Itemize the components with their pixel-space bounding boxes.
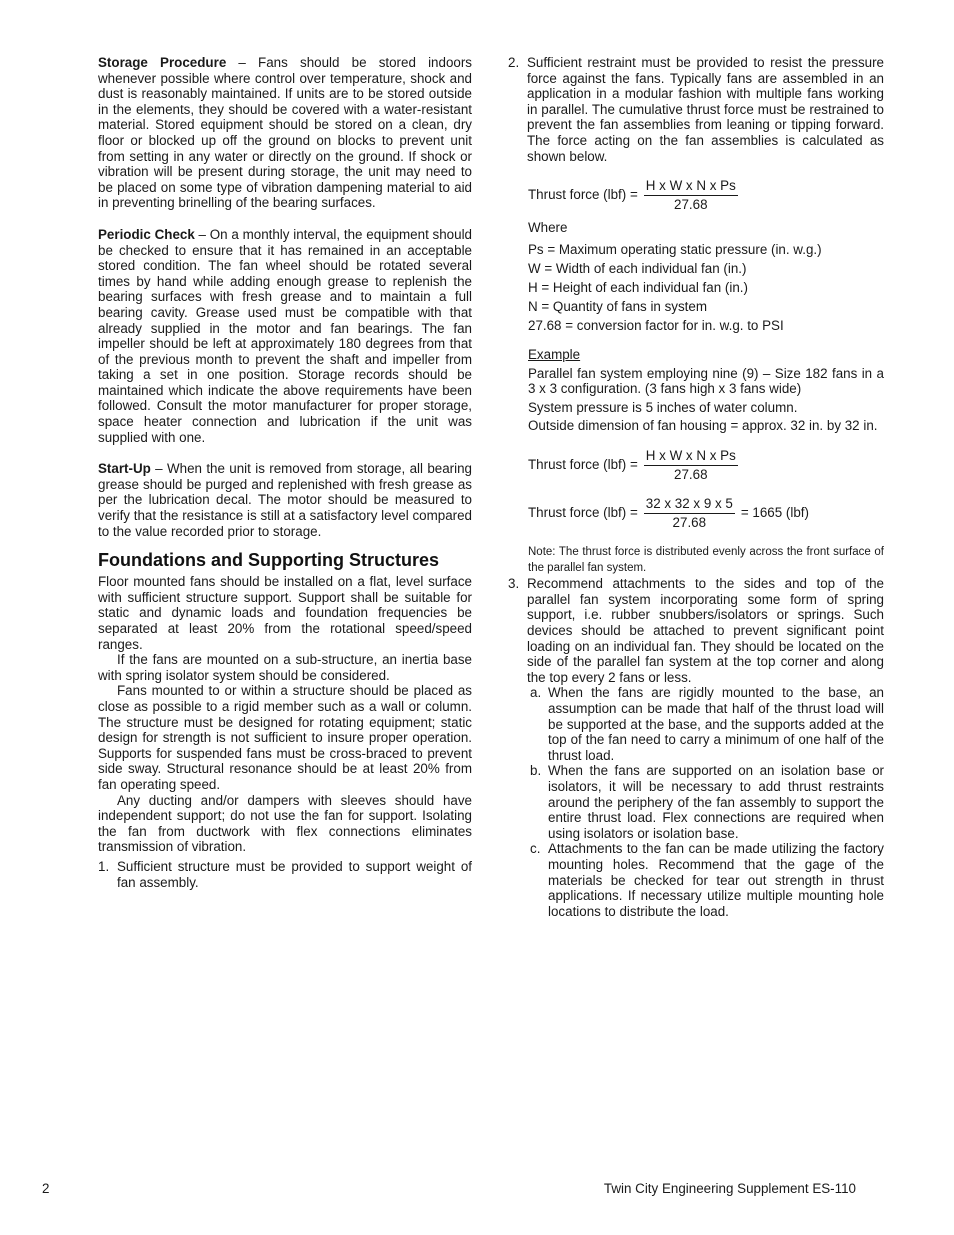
list-item-number: 1. xyxy=(98,858,110,874)
sub-list-letter: c. xyxy=(530,841,541,857)
thrust-note: Note: The thrust force is distributed evenly across the front surface of the parallel fan system. xyxy=(528,546,884,575)
list-item xyxy=(98,859,472,890)
requirements-list-continued-2 xyxy=(508,576,884,685)
where-label: Where xyxy=(528,220,568,236)
foundations-paragraph-2: If the fans are mounted on a sub-structure, an inertia base with spring isolator system should be considered. xyxy=(98,652,472,683)
formula-fraction xyxy=(644,496,735,530)
sub-list xyxy=(508,685,884,919)
formula-numerator: 32 x 32 x 9 x 5 xyxy=(644,496,735,514)
page-number: 2 xyxy=(42,1181,50,1196)
thrust-formula-result xyxy=(528,496,884,530)
formula-numerator: H x W x N x Ps xyxy=(644,448,738,466)
list-item-number: 2. xyxy=(508,55,520,70)
example-paragraph-2: System pressure is 5 inches of water column. xyxy=(528,399,798,415)
definition-w: W = Width of each individual fan (in.) xyxy=(528,260,747,276)
definition-n: N = Quantity of fans in system xyxy=(528,298,707,314)
list-item xyxy=(508,55,884,164)
start-up-paragraph xyxy=(98,461,472,539)
sub-list-item xyxy=(528,685,884,763)
formula-numerator: H x W x N x Ps xyxy=(644,178,738,196)
sub-list-text: When the fans are rigidly mounted to the base, an assumption can be made that half of the thrust load will be supported at the base, and the supports added at the top of the fan need to carry a minimum of one half of the thrust load. xyxy=(548,685,884,763)
storage-procedure-text: – Fans should be stored indoors whenever possible where control over temperature, shock and dust is reasonably maintained. If units are to be stored outside in the elements, they should be covered with a water-resistant material. Stored equipment should be stored on a clean, dry floor or blocked up off the ground on blocks to prevent unit from setting in any water or directly on the ground. If shock or vibration will be present during storage, the unit may need to be placed on some type of vibration dampening material to aid in preventing brinelling of the bearing surfaces. xyxy=(98,55,472,211)
formula-result: = 1665 (lbf) xyxy=(740,505,809,521)
foundations-paragraph-1: Floor mounted fans should be installed on a flat, level surface with sufficient structure support. Support shall be suitable for static and dynamic loads and foundation frequencies be separated at least 20% from the rotational speed/speed ranges. xyxy=(98,574,472,652)
formula-fraction xyxy=(644,448,738,482)
sub-list-letter: b. xyxy=(530,763,542,779)
definition-conversion: 27.68 = conversion factor for in. w.g. to PSI xyxy=(528,317,784,333)
requirements-list xyxy=(98,859,472,890)
example-paragraph-3: Outside dimension of fan housing = approx. 32 in. by 32 in. xyxy=(528,418,878,434)
right-column xyxy=(508,55,884,919)
sub-list-item xyxy=(528,763,884,841)
sub-list-letter: a. xyxy=(530,685,542,701)
start-up-heading: Start-Up xyxy=(98,461,151,477)
foundations-paragraph-4: Any ducting and/or dampers with sleeves should have independent support; do not use the fan for support. Isolating the fan from ductwork with flex connections eliminates transmission of vibration. xyxy=(98,792,472,855)
periodic-check-text: – On a monthly interval, the equipment should be checked to ensure that it has remained in an acceptable stored condition. The fan wheel should be rotated several times by hand while adding enough grease to replenish the bearing surfaces with fresh grease and to maintain a full bearing cavity. Grease used must be compatible with that already supplied in the motor and fan bearings. The fan impeller should be left at approximately 180 degrees from that of the previous month to prevent the shaft and impeller from taking a set in one position. Storage records should be maintained which indicate the above requirements have been followed. Consult the motor manufacturer for proper storage, space heater connection and lubrication if the unit was supplied with one. xyxy=(98,226,473,445)
sub-list-text: Attachments to the fan can be made utilizing the factory mounting holes. Recommend that the gage of the materials be checked for tear out strength in thrust applications. If necessary utilize multiple mounting hole locations to distribute the load. xyxy=(548,841,884,919)
list-item xyxy=(508,576,884,685)
formula-denominator: 27.68 xyxy=(672,514,707,530)
formula-denominator: 27.68 xyxy=(674,466,708,482)
storage-procedure-heading: Storage Procedure xyxy=(98,55,227,70)
left-column xyxy=(98,55,472,890)
formula-denominator: 27.68 xyxy=(674,196,708,212)
start-up-text: – When the unit is removed from storage, all bearing grease should be purged and replenished with fresh grease as per the lubrication decal. The motor should be measured to verify that the resistance is still at a satisfactory level compared to the value recorded prior to storage. xyxy=(98,461,472,539)
example-label: Example xyxy=(528,346,581,362)
requirements-list-continued xyxy=(508,55,884,164)
foundations-paragraph-3: Fans mounted to or within a structure should be placed as close as possible to a rigid member such as a wall or column. The structure must be designed for rotating equipment; static design for strength is not sufficient to insure proper operation. Supports for suspended fans must be cross-braced to prevent side sway. Structural resonance should be at least 20% from fan operating speed. xyxy=(98,683,472,792)
thrust-formula-example xyxy=(528,448,884,482)
formula-fraction xyxy=(644,178,738,212)
list-item-text: Recommend attachments to the sides and top of the parallel fan system incorporating some form of spring support, i.e. rubber snubbers/isolators or springs. Such devices should be attached to prevent significant point loading on an individual fan. They should be located on the side of the parallel fan system at the top corner and along the top every 2 fans or less. xyxy=(527,576,884,685)
document-title: Twin City Engineering Supplement ES-110 xyxy=(603,1181,856,1196)
sub-list-item xyxy=(528,841,884,919)
definition-ps: Ps = Maximum operating static pressure (in. w.g.) xyxy=(528,241,822,257)
formula-lhs: Thrust force (lbf) = xyxy=(528,505,638,521)
definition-h: H = Height of each individual fan (in.) xyxy=(528,279,748,295)
formula-lhs: Thrust force (lbf) = xyxy=(528,457,638,473)
example-paragraph-1: Parallel fan system employing nine (9) – Size 182 fans in a 3 x 3 configuration. (3 fans high x 3 fans wide) xyxy=(528,365,884,397)
list-item-text: Sufficient structure must be provided to support weight of fan assembly. xyxy=(117,858,472,890)
foundations-section-title: Foundations and Supporting Structures xyxy=(98,550,439,571)
periodic-check-paragraph xyxy=(98,227,472,445)
storage-procedure-paragraph xyxy=(98,55,472,211)
formula-lhs: Thrust force (lbf) = xyxy=(528,187,638,203)
variable-definitions xyxy=(528,240,884,335)
list-item-number: 3. xyxy=(508,576,520,592)
thrust-formula xyxy=(528,178,884,212)
periodic-check-heading: Periodic Check xyxy=(98,226,195,242)
list-item-text: Sufficient restraint must be provided to resist the pressure force against the fans. Typically fans are assembled in an application in a modular fashion with multiple fans working in parallel. The cumulative thrust force must be restrained to prevent the fan assemblies from leaning or tipping forward. The force acting on the fan assemblies is calculated as shown below. xyxy=(527,55,884,164)
sub-list-text: When the fans are supported on an isolation base or isolators, it will be necessary to add thrust restraints around the periphery of the fan assembly to support the entire thrust load. Flex connections are required when using isolators or isolation base. xyxy=(548,763,884,841)
